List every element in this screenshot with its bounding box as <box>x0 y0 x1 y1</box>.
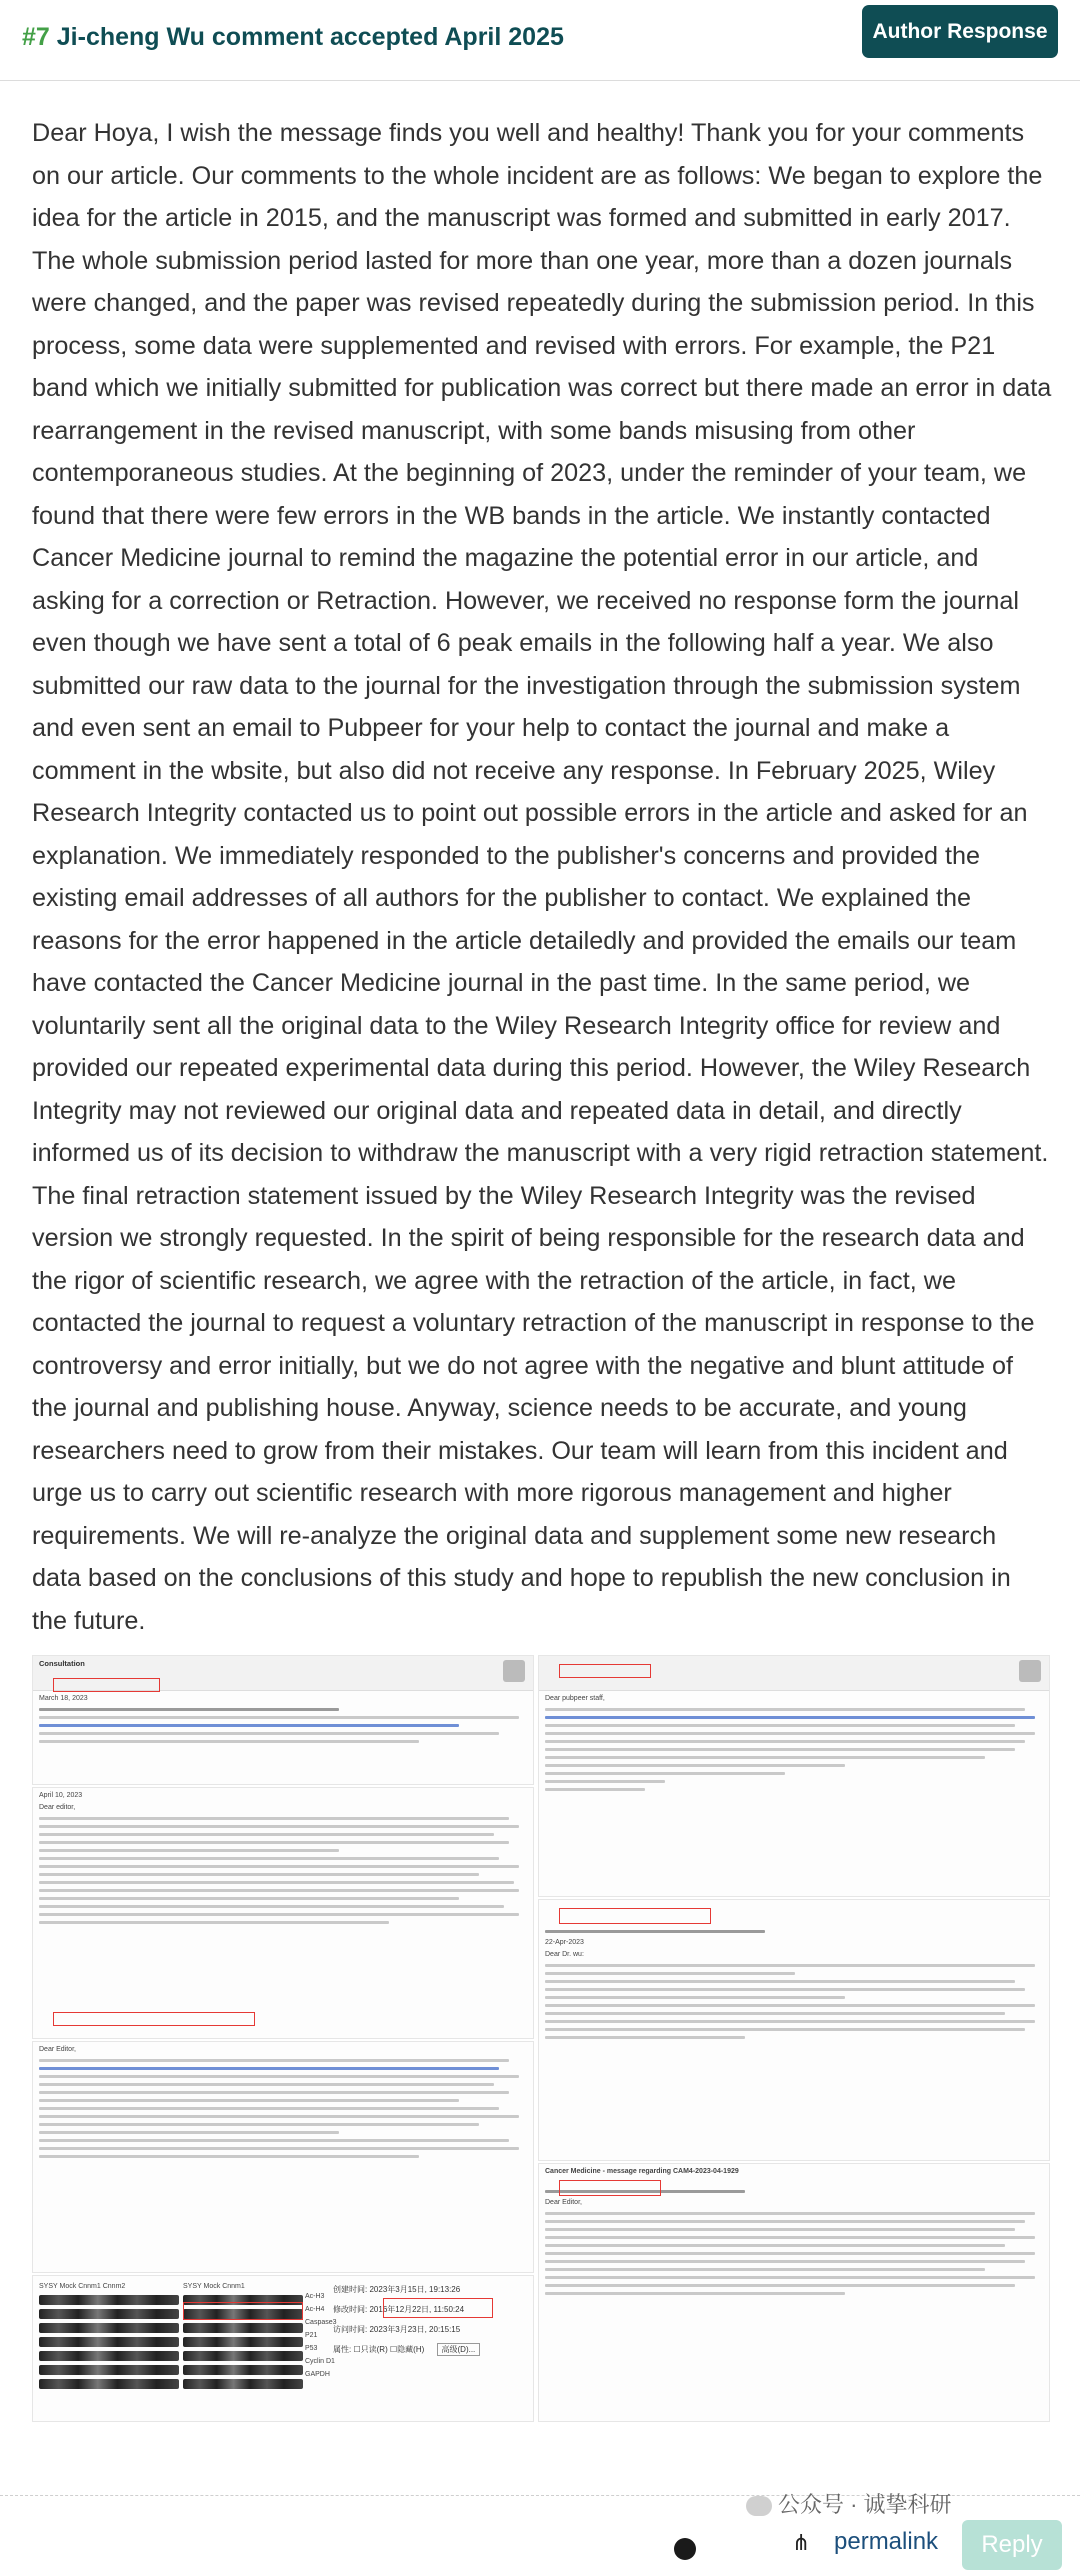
highlight-box <box>53 1678 160 1692</box>
email-panel-editor <box>32 2041 534 2273</box>
watermark: 公众号 · 诚挚科研 <box>746 2488 952 2519</box>
author-response-button[interactable]: Author Response <box>862 5 1058 58</box>
info-icon[interactable] <box>674 2538 696 2560</box>
highlight-box <box>53 2012 255 2026</box>
email-panel-consultation <box>32 1655 534 1785</box>
comment-status: comment accepted April 2025 <box>211 23 564 51</box>
western-blot-evidence <box>32 2275 534 2422</box>
file-properties: 创建时间: 2023年3月15日, 19:13:26 修改时间: 2016年12月22日, 11:50:24 访问时间: 2023年3月23日, 20:15:15 属性: ☐只读(R) ☐隐藏(H) 高级(D)... <box>333 2280 480 2360</box>
email-panel-pubpeer <box>538 1655 1050 1897</box>
avatar <box>503 1660 525 1682</box>
email-date: April 10, 2023 <box>39 1792 83 1799</box>
email-greeting: Dear editor, <box>39 1804 76 1811</box>
email-date: March 18, 2023 <box>39 1695 88 1702</box>
avatar <box>1019 1660 1041 1682</box>
share-icon[interactable]: ⋔ <box>792 2530 811 2555</box>
wechat-icon <box>746 2496 772 2516</box>
highlight-box <box>383 2298 493 2318</box>
panel-label: Consultation <box>39 1659 85 1668</box>
email-date: 22-Apr-2023 <box>545 1939 584 1946</box>
advanced-button[interactable]: 高级(D)... <box>437 2343 481 2356</box>
highlight-box <box>559 2180 661 2196</box>
email-subject: Cancer Medicine - message regarding CAM4-2023-04-1929 <box>545 2168 739 2175</box>
highlight-box <box>559 1664 651 1678</box>
email-greeting: Dear Editor, <box>545 2199 582 2206</box>
comment-header <box>0 0 1080 81</box>
comment-author[interactable]: Ji-cheng Wu <box>56 23 205 51</box>
blot-row-labels: Ac-H3 Ac-H4 Caspase3 P21 P53 Cyclin D1 GAPDH <box>305 2293 337 2378</box>
blot-columns: SYSY Mock Cnnm1 Cnnm2 <box>39 2283 126 2290</box>
evidence-screenshot-collage <box>32 1655 1048 2420</box>
blot-image <box>39 2282 179 2393</box>
email-panel-april <box>32 1787 534 2039</box>
email-greeting: Dear pubpeer staff, <box>545 1695 605 1702</box>
permalink-link[interactable]: permalink <box>834 2528 939 2555</box>
email-panel-submission <box>538 1899 1050 2161</box>
comment-body: Dear Hoya, I wish the message finds you well and healthy! Thank you for your comments on our article. Our comments to the whole incident are as follows: We began to explore the idea for the article in 2015, and the manuscript was formed and submitted in early 2017. The whole submission period lasted for more than one year, more than a dozen journals were changed, and the paper was revised repeatedly during the submission period. In this process, some data were supplemented and revised with errors. For example, the P21 band which we initially submitted for publication was correct but there made an error in data rearrangement in the revised manuscript, with some bands misusing from other contemporaneous studies. At the beginning of 2023, under the reminder of your team, we found that there were few errors in the WB bands in the article. We instantly contacted Cancer Medicine journal to remind the magazine the potential error in our article, and asking for a correction or Retraction. However, we received no response form the journal even though we have sent a total of 6 peak emails in the following half a year. We also submitted our raw data to the journal for the investigation through the submission system and even sent an email to Pubpeer for your help to contact the journal and make a comment in the wbsite, but also did not receive any response. In February 2025, Wiley Research Integrity contacted us to point out possible errors in the article and asked for an explanation. We immediately responded to the publisher's concerns and provided the existing email addresses of all authors for the publisher to contact. We explained the reasons for the error happened in the article detailedly and provided the emails our team have contacted the Cancer Medicine journal in the past time. In the same period, we voluntarily sent all the original data to the Wiley Research Integrity office for review and provided our repeated experimental data during this period. However, the Wiley Research Integrity may not reviewed our original data and repeated data in detail, and directly informed us of its decision to withdraw the manuscript with a very rigid retraction statement. The final retraction statement issued by the Wiley Research Integrity was the revised version we strongly requested. In the spirit of being responsible for the research data and the rigor of scientific research, we agree with the retraction of the article, in fact, we contacted the journal to request a voluntary retraction of the manuscript in response to the controversy and error initially, but we do not agree with the negative and blunt attitude of the journal and publishing house. Anyway, science needs to be accurate, and young researchers need to grow from their mistakes. Our team will learn from this incident and urge us to carry out scientific research with more rigorous management and higher requirements. We will re-analyze the original data and supplement some new research data based on the conclusions of this study and hope to republish the new conclusion in the future. <box>32 119 1052 1635</box>
email-panel-cancer-medicine <box>538 2163 1050 2422</box>
email-greeting: Dear Editor, <box>39 2046 76 2053</box>
highlight-box <box>183 2302 303 2320</box>
email-greeting: Dear Dr. wu: <box>545 1951 584 1958</box>
comment-title <box>22 23 564 52</box>
comment-number[interactable]: #7 <box>22 23 50 51</box>
highlight-box <box>559 1908 711 1924</box>
blot-image-2 <box>183 2282 303 2393</box>
reply-button[interactable]: Reply <box>962 2520 1062 2570</box>
blot-columns: SYSY Mock Cnnm1 <box>183 2283 245 2290</box>
